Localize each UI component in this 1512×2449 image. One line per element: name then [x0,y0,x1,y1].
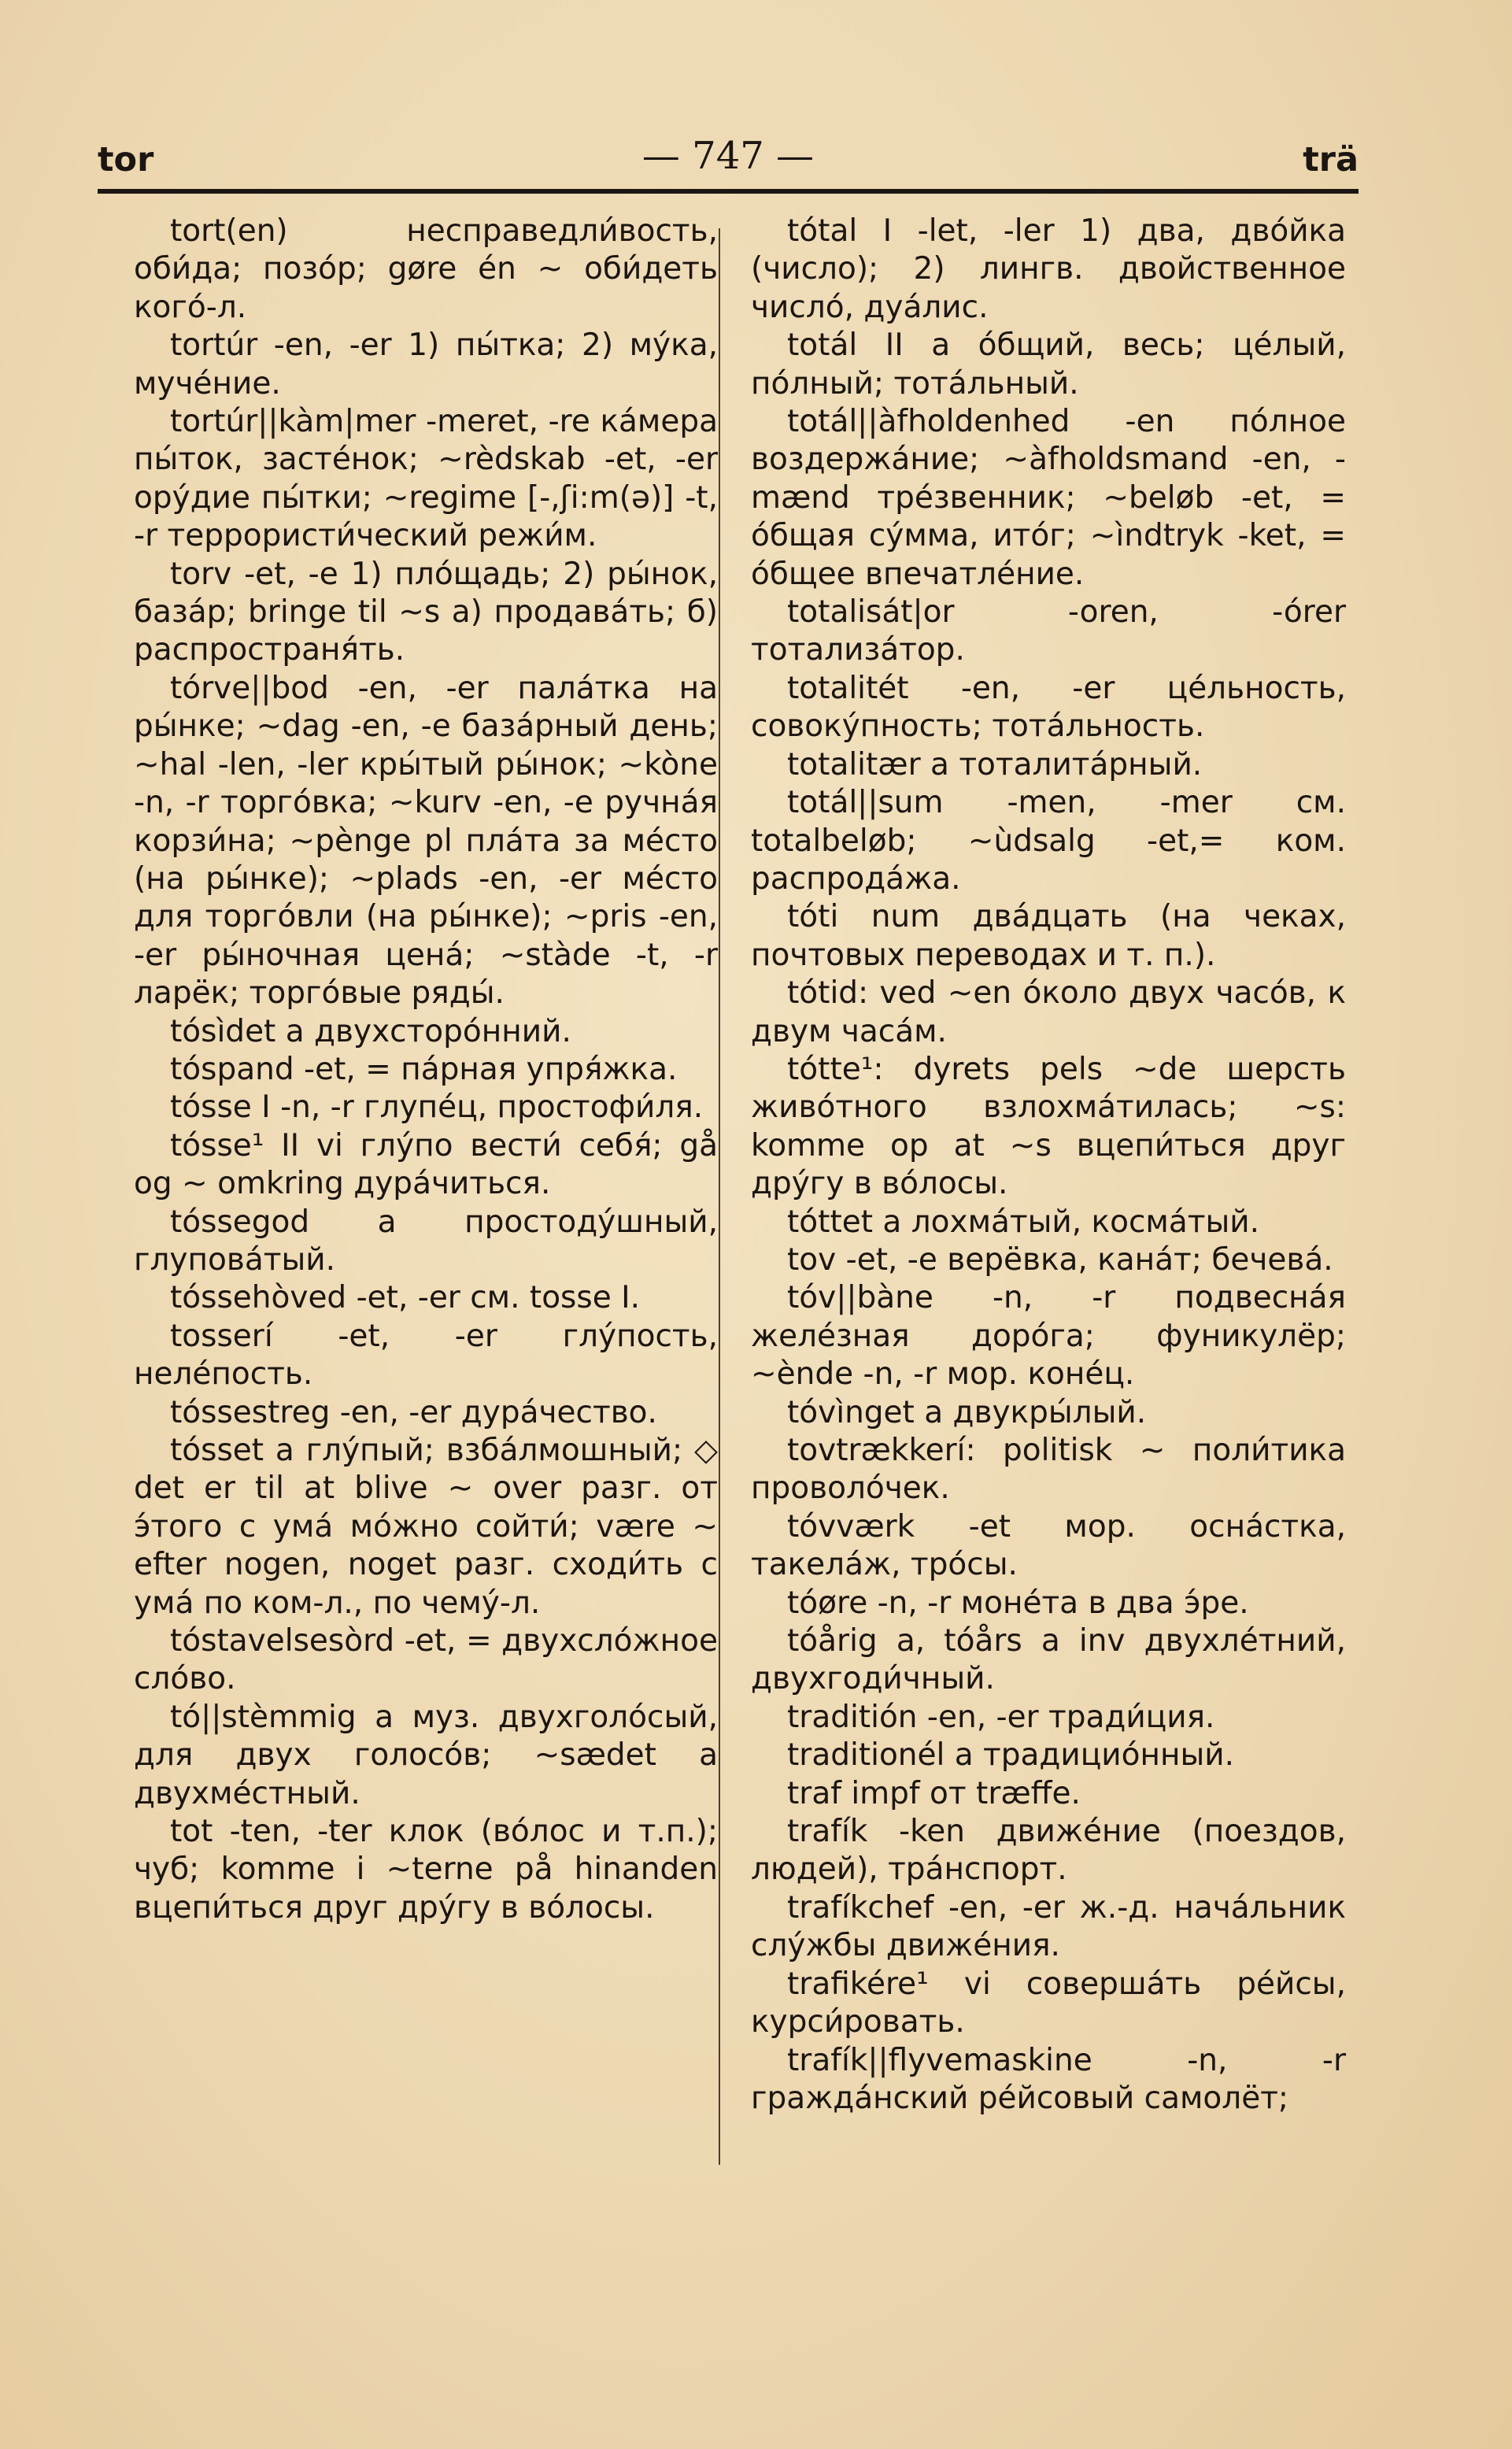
dictionary-entry: trafikére¹ vi соверша́ть ре́йсы, курси́ровать. [751,1966,1346,2040]
dictionary-entry: totalitét -en, -er це́льность, совоку́пность; тота́льность. [751,670,1346,745]
dictionary-entry: traf impf от træffe. [787,1775,1081,1811]
dictionary-entry: totál||sum -men, -mer см. totalbeløb; ~ùdsalg -et,= ком. распрода́жа. [751,785,1346,897]
dictionary-entry: tósse¹ II vi глу́по вести́ себя́; gå og ~ omkring дура́читься. [134,1127,718,1202]
dictionary-entry: tósset a глу́пый; взба́лмошный; ◇ det er til at blive ~ over разг. от э́того с ума́ мо́жно сойти́; være ~ efter nogen, noget разг. сходи́ть с ума́ по ком-л., по чему́-л. [134,1433,718,1621]
dictionary-entry: tóvìnget a двукры́лый. [787,1394,1147,1430]
header-left-guideword: tor [98,140,154,179]
dictionary-entry: tóssegod a простоду́шный, глупова́тый. [134,1204,718,1278]
dictionary-entry: tovtrækkerí: politisk ~ поли́тика проволо́чек. [751,1433,1346,1507]
dictionary-entry: tortúr||kàm|mer -meret, -re ка́мера пы́ток, засте́нок; ~rèdskab -et, -er ору́дие пы́тки; ~regime [-,ʃi:m(ə)] -t, -r террористи́ческий режи́м. [134,404,718,554]
dictionary-entry: trafík -ken движе́ние (поездов, людей), тра́нспорт. [751,1814,1346,1888]
dictionary-entry: torv -et, -e 1) пло́щадь; 2) ры́нок, база́р; bringe til ~s а) продава́ть; б) распространя́ть. [134,556,718,668]
dictionary-entry: tóttet a лохма́тый, косма́тый. [787,1204,1259,1240]
dictionary-entry: totalitær a тоталита́рный. [787,746,1203,782]
dictionary-entry: tóti num два́дцать (на чеках, почтовых переводах и т. п.). [751,899,1346,973]
dictionary-entry: totalisát|or -oren, -órer тотализа́тор. [751,594,1346,668]
page-header [98,134,1359,186]
dictionary-entry: tov -et, -e верёвка, кана́т; бечева́. [787,1241,1333,1278]
dictionary-entry: tóstavelsesòrd -et, = двухсло́жное сло́во. [134,1623,718,1697]
dictionary-entry: tóv||bàne -n, -r подвесна́я желе́зная доро́га; фуникулёр; ~ènde -n, -r мор. коне́ц. [751,1280,1346,1393]
dictionary-entry: totál||àfholdenhed -en по́лное воздержа́ние; ~àfholdsmand -en, -mænd тре́звенник; ~beløb -et, = о́бщая су́мма, ито́г; ~ìndtryk -ket, = о́бщее впечатле́ние. [751,404,1346,592]
dictionary-entry: tortúr -en, -er 1) пы́тка; 2) му́ка, муче́ние. [134,327,718,401]
dictionary-entry: tótte¹: dyrets pels ~de шерсть живо́тного взлохма́тилась; ~s: komme op at ~s вцепи́ться друг дру́гу в во́лосы. [751,1051,1346,1202]
dictionary-entry: tort(en) несправедли́вость, оби́да; позо́р; gøre én ~ оби́деть кого́-л. [134,213,718,325]
dictionary-entry: traditión -en, -er тради́ция. [787,1699,1215,1735]
left-column [134,213,718,1927]
dictionary-entry: tótid: ved ~en о́коло двух часо́в, к двум часа́м. [751,975,1346,1049]
dictionary-entry: trafík||flyvemaskine -n, -r гражда́нский ре́йсовый самолёт; [751,2042,1346,2116]
dictionary-entry: tó||stèmmig a муз. двухголо́сый, для двух голосо́в; ~sædet a двухме́стный. [134,1699,718,1811]
dictionary-entry: tóvværk -et мор. осна́стка, такела́ж, тро́сы. [751,1508,1346,1583]
page-number: — 747 — [641,134,815,178]
dictionary-entry: tórve||bod -en, -er пала́тка на ры́нке; ~dag -en, -e база́рный день; ~hal -len, -ler кры́тый ры́нок; ~kòne -n, -r торго́вка; ~kurv -en, -e ручна́я корзи́на; ~pènge pl пла́та за ме́сто (на ры́нке); ~plads -en, -er ме́сто для торго́вли (на ры́нке); ~pris -en, -er ры́ночная цена́; ~stàde -t, -r ларёк; торго́вые ряды́. [134,670,718,1012]
header-rule [98,189,1359,194]
right-column [751,213,1346,2118]
dictionary-entry: trafíkchef -en, -er ж.-д. нача́льник слу́жбы движе́ния. [751,1889,1346,1964]
dictionary-entry: tóøre -n, -r моне́та в два э́ре. [787,1585,1249,1621]
header-right-guideword: trä [1303,140,1359,179]
dictionary-entry: tot -ten, -ter клок (во́лос и т.п.); чуб; komme i ~terne på hinanden вцепи́ться друг дру́гу в во́лосы. [134,1814,718,1926]
dictionary-entry: totál II a о́бщий, весь; це́лый, по́лный; тота́льный. [751,327,1346,401]
dictionary-entry: tótal I -let, -ler 1) два, дво́йка (число); 2) лингв. двойственное число́, дуа́лис. [751,213,1346,325]
dictionary-entry: tóårig a, tóårs a inv двухле́тний, двухгоди́чный. [751,1623,1346,1697]
dictionary-entry: tóssehòved -et, -er см. tosse I. [170,1280,640,1316]
dictionary-entry: traditionél a традицио́нный. [787,1737,1235,1774]
dictionary-entry: tósse I -n, -r глупе́ц, простофи́ля. [170,1089,704,1126]
dictionary-entry: tósìdet a двухсторо́нний. [170,1013,571,1049]
column-divider [719,228,720,2165]
dictionary-entry: tóspand -et, = па́рная упря́жка. [170,1051,678,1087]
dictionary-entry: tóssestreg -en, -er дура́чество. [170,1394,657,1430]
dictionary-entry: tosserí -et, -er глу́пость, неле́пость. [134,1318,718,1393]
